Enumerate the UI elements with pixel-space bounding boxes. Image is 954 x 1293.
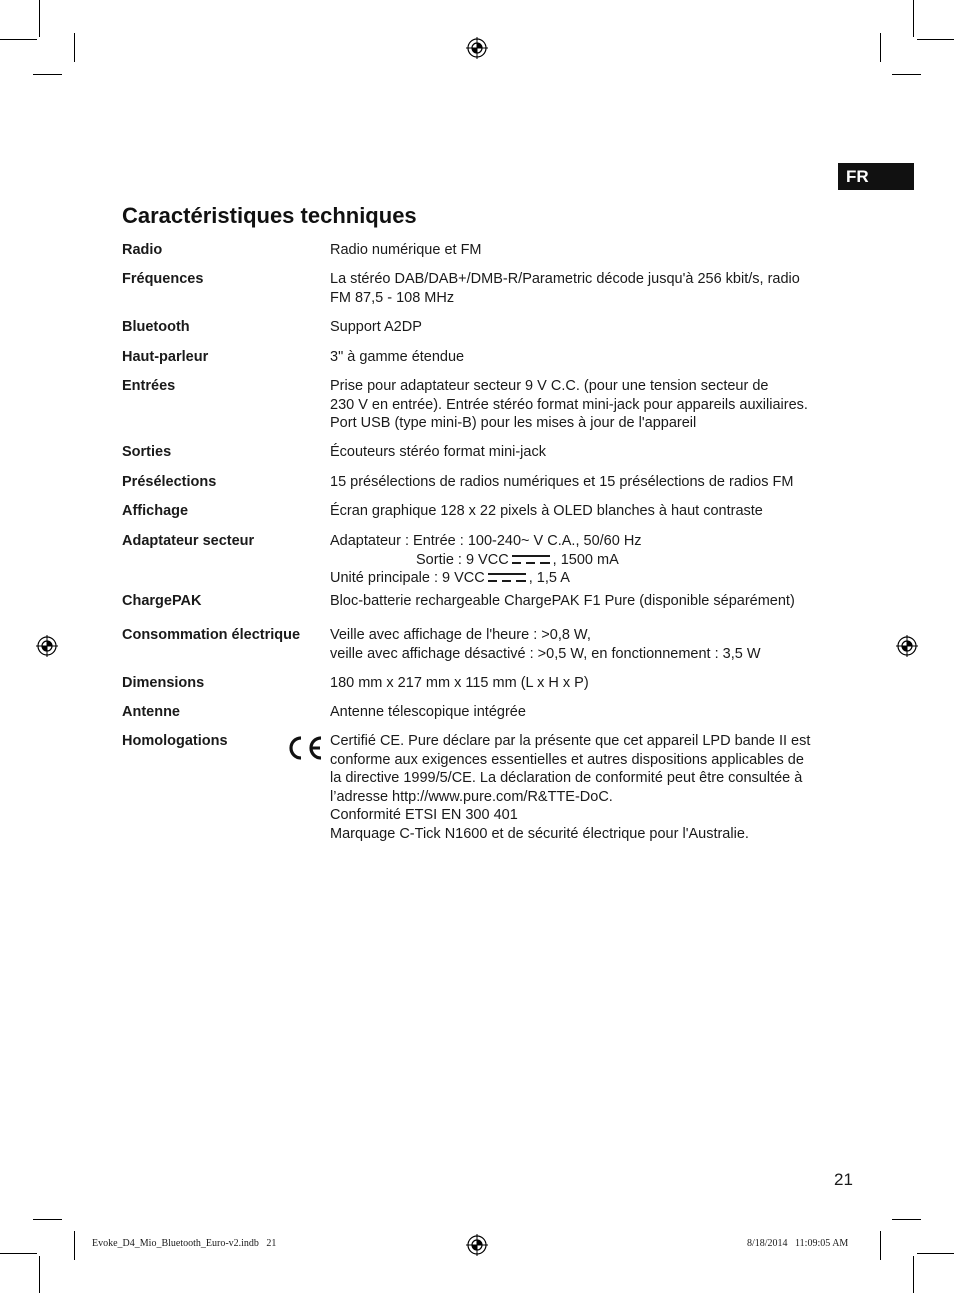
- spec-value: [330, 592, 830, 611]
- crop-mark: [880, 33, 881, 62]
- crop-mark: [39, 0, 40, 37]
- spec-line: [330, 569, 830, 588]
- crop-mark: [913, 0, 914, 37]
- spec-label: Fréquences: [122, 271, 204, 287]
- registration-mark-icon: [466, 1234, 488, 1256]
- spec-value: [330, 318, 830, 337]
- dc-symbol-icon: [512, 554, 550, 566]
- spec-label: Entrées: [122, 378, 176, 394]
- crop-mark: [33, 74, 62, 75]
- spec-value: [330, 626, 830, 663]
- spec-label: Affichage: [122, 503, 189, 519]
- spec-label: Consommation électrique: [122, 627, 301, 643]
- spec-line: Support A2DP: [330, 319, 422, 335]
- print-slug-timestamp: 8/18/2014 11:09:05 AM: [747, 1238, 849, 1249]
- crop-mark: [892, 74, 921, 75]
- crop-mark: [39, 1256, 40, 1293]
- spec-label: Homologations: [122, 733, 228, 749]
- crop-mark: [33, 1219, 62, 1220]
- spec-value: [330, 502, 830, 521]
- spec-line: Certifié CE. Pure déclare par la présente que cet appareil LPD bande II est: [330, 733, 811, 749]
- spec-line: Antenne télescopique intégrée: [330, 704, 526, 720]
- registration-mark-icon: [466, 37, 488, 59]
- spec-label: Adaptateur secteur: [122, 533, 255, 549]
- ce-mark-icon: [284, 735, 324, 761]
- spec-label: Dimensions: [122, 675, 205, 691]
- registration-mark-icon: [36, 635, 58, 657]
- spec-line: 230 V en entrée). Entrée stéréo format mini-jack pour appareils auxiliaires.: [330, 396, 808, 413]
- spec-value: [330, 377, 830, 433]
- spec-value: [330, 473, 830, 492]
- spec-line: 180 mm x 217 mm x 115 mm (L x H x P): [330, 675, 589, 691]
- crop-mark: [0, 1253, 37, 1254]
- spec-text: Unité principale : 9 VCC: [330, 570, 485, 586]
- spec-line: Veille avec affichage de l'heure : >0,8 W,: [330, 627, 591, 643]
- spec-label: Haut-parleur: [122, 349, 209, 365]
- crop-mark: [917, 39, 954, 40]
- registration-mark-icon: [896, 635, 918, 657]
- spec-label: ChargePAK: [122, 593, 202, 609]
- spec-line: Port USB (type mini-B) pour les mises à jour de l'appareil: [330, 415, 697, 431]
- crop-mark: [892, 1219, 921, 1220]
- spec-label: Sorties: [122, 444, 172, 460]
- spec-line: [330, 551, 830, 570]
- crop-mark: [74, 33, 75, 62]
- spec-line: 15 présélections de radios numériques et 15 présélections de radios FM: [330, 474, 794, 490]
- spec-line: conforme aux exigences essentielles et autres dispositions applicables de: [330, 751, 804, 768]
- spec-line: Adaptateur : Entrée : 100-240~ V C.A., 50/60 Hz: [330, 533, 642, 549]
- spec-line: la directive 1999/5/CE. La déclaration de conformité peut être consultée à: [330, 770, 803, 786]
- page-title: Caractéristiques techniques: [122, 203, 417, 228]
- spec-value: [330, 532, 830, 588]
- page-number: 21: [834, 1170, 853, 1189]
- crop-mark: [880, 1231, 881, 1260]
- spec-line: Radio numérique et FM: [330, 242, 482, 258]
- spec-value: [330, 674, 830, 693]
- dc-symbol-icon: [488, 572, 526, 584]
- language-tab: FR: [838, 163, 914, 190]
- crop-mark: [917, 1253, 954, 1254]
- spec-line: Bloc-batterie rechargeable ChargePAK F1 Pure (disponible séparément): [330, 593, 795, 609]
- crop-mark: [0, 39, 37, 40]
- spec-label: Radio: [122, 242, 163, 258]
- spec-text: , 1,5 A: [528, 570, 570, 586]
- spec-line: 3" à gamme étendue: [330, 349, 465, 365]
- spec-line: Écran graphique 128 x 22 pixels à OLED blanches à haut contraste: [330, 503, 763, 519]
- spec-text: , 1500 mA: [552, 551, 619, 568]
- crop-mark: [74, 1231, 75, 1260]
- spec-value: [330, 270, 830, 307]
- spec-value: [330, 348, 830, 367]
- spec-line: La stéréo DAB/DAB+/DMB-R/Parametric décode jusqu'à 256 kbit/s, radio: [330, 271, 800, 287]
- print-slug-filename: Evoke_D4_Mio_Bluetooth_Euro-v2.indb 21: [92, 1238, 277, 1249]
- spec-line: FM 87,5 - 108 MHz: [330, 289, 455, 306]
- spec-label: Antenne: [122, 704, 180, 720]
- spec-label: Présélections: [122, 474, 217, 490]
- spec-value: [330, 732, 830, 843]
- spec-value: [330, 703, 830, 722]
- spec-line: l’adresse http://www.pure.com/R&TTE-DoC.: [330, 788, 613, 805]
- crop-mark: [913, 1256, 914, 1293]
- spec-line: Conformité ETSI EN 300 401: [330, 807, 518, 823]
- spec-label: Bluetooth: [122, 319, 190, 335]
- spec-line: Écouteurs stéréo format mini-jack: [330, 444, 546, 460]
- spec-text: Sortie : 9 VCC: [416, 551, 509, 568]
- spec-line: Prise pour adaptateur secteur 9 V C.C. (pour une tension secteur de: [330, 378, 769, 394]
- spec-value: [330, 241, 830, 260]
- spec-line: veille avec affichage désactivé : >0,5 W, en fonctionnement : 3,5 W: [330, 645, 761, 662]
- spec-value: [330, 443, 830, 462]
- spec-line: Marquage C-Tick N1600 et de sécurité électrique pour l'Australie.: [330, 825, 749, 842]
